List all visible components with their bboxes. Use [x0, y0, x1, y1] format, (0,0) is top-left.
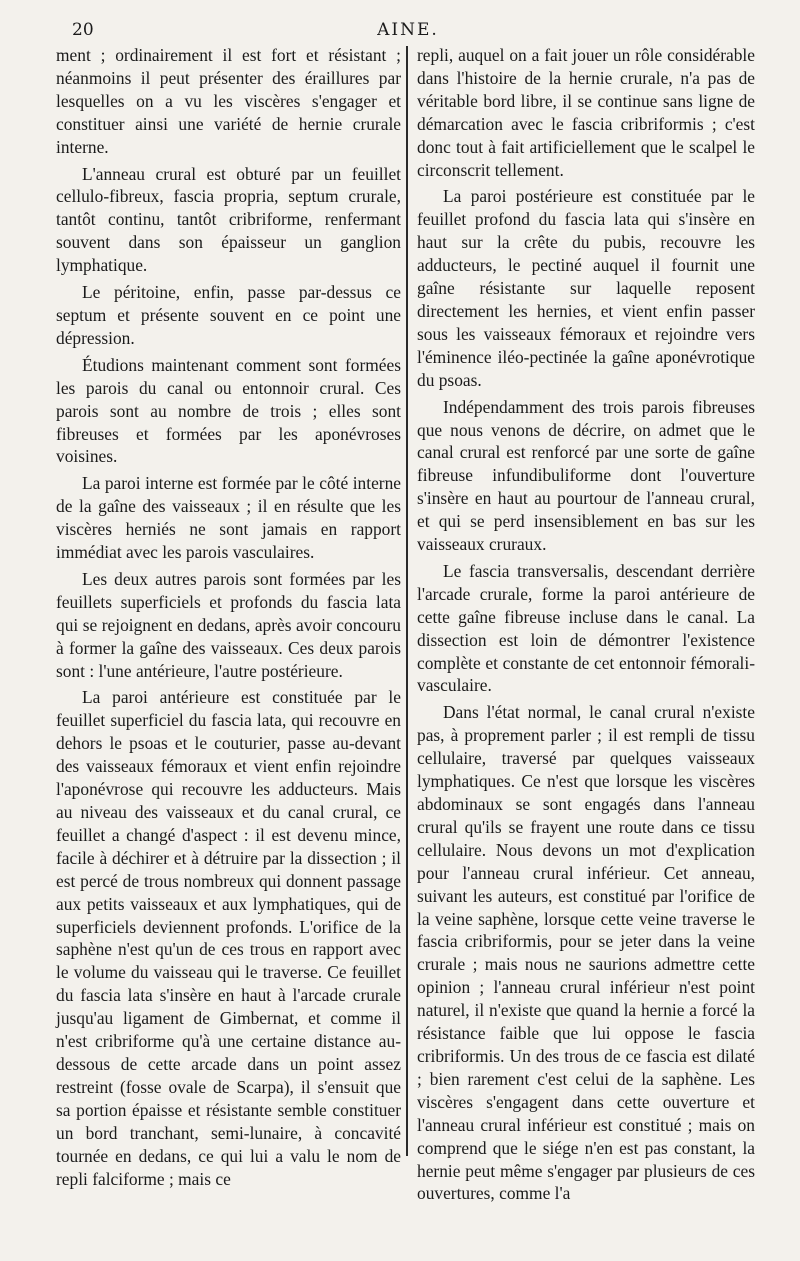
paragraph: La paroi postérieure est constituée par le feuillet profond du fascia lata qui s'insère en haut sur la crête du pubis, recouvre les adducteurs, le pectiné auquel il fournit une gaîne résistante sur laquelle reposent directement les hernies, et vient enfin passer sous les vaisseaux fémoraux et rejoindre vers l'éminence iléo-pectinée la gaîne aponévrotique du psoas. [417, 186, 755, 390]
paragraph: Dans l'état normal, le canal crural n'existe pas, à proprement parler ; il est rempli de tissu cellulaire, traversé par quelques vaisseaux lymphatiques. Ce n'est que lorsque les viscères abdominaux se sont engagés dans l'anneau crural qu'ils se frayent une route dans ce tissu cellulaire. Nous devons un mot d'explication pour l'anneau crural inférieur. Cet anneau, suivant les auteurs, est constitué par l'orifice de la veine saphène, lorsque cette veine traverse le fascia cribriformis, pour se jeter dans la veine crurale ; mais nous ne saurions admettre cette opinion ; l'anneau crural inférieur n'est point naturel, il n'existe que quand la hernie a forcé la résistance faible que lui oppose le fascia cribriformis. Un des trous de ce fascia est dilaté ; bien rarement c'est celui de la saphène. Les viscères s'engagent dans cette ouverture et l'anneau crural inférieur est constitué ; mais on comprend que le siége n'en est pas constant, la hernie peut même s'engager par plusieurs de ces ouvertures, comme l'a [417, 702, 755, 1204]
left-column [56, 44, 401, 1194]
paragraph: L'anneau crural est obturé par un feuillet cellulo-fibreux, fascia propria, septum crurale, tantôt continu, tantôt cribriforme, renfermant souvent dans son épaisseur un ganglion lymphatique. [56, 163, 401, 276]
running-title: AINE. [377, 20, 439, 40]
paragraph: Le péritoine, enfin, passe par-dessus ce septum et présente souvent en ce point une dépression. [56, 282, 401, 348]
paragraph: ment ; ordinairement il est fort et résistant ; néanmoins il peut présenter des éraillures par lesquelles on a vu les viscères s'engager et constituer ainsi une variété de hernie crurale interne. [56, 45, 401, 157]
paragraph: repli, auquel on a fait jouer un rôle considérable dans l'histoire de la hernie crurale, n'a pas de véritable bord libre, il se continue sans ligne de démarcation avec le fascia cribriformis ; c'est donc tout à fait artificiellement que le scalpel le circonscrit tellement. [417, 45, 755, 180]
paragraph: Le fascia transversalis, descendant derrière l'arcade crurale, forme la paroi antérieure de cette gaîne fibreuse incluse dans le canal. La dissection est loin de démontrer l'existence complète et constante de cet entonnoir fémorali-vasculaire. [417, 560, 755, 696]
paragraph: La paroi antérieure est constituée par le feuillet superficiel du fascia lata, qui recouvre en dehors le psoas et le couturier, passe au-devant des vaisseaux fémoraux et vient enfin rejoindre l'aponévrose qui recouvre les adducteurs. Mais au niveau des vaisseaux et du canal crural, ce feuillet a changé d'aspect : il est devenu mince, facile à déchirer et à détruire par la dissection ; il est percé de trous nombreux qui donnent passage aux petits vaisseaux et aux lymphatiques, qui de superficiels deviennent profonds. L'orifice de la saphène n'est qu'un de ces trous en rapport avec le volume du vaisseau qui le traverse. Ce feuillet du fascia lata s'insère en haut à l'arcade crurale jusqu'au ligament de Gimbernat, et comme il n'est cribriforme qu'à une certaine distance au-dessous de cette arcade dans un point assez restreint (fosse ovale de Scarpa), il s'ensuit que sa portion épaisse et résistante semble constituer un bord tranchant, semi-lunaire, à concavité tournée en dedans, ce qui lui a valu le nom de repli falciforme ; mais ce [56, 687, 401, 1189]
right-column [417, 44, 755, 1209]
paragraph: Étudions maintenant comment sont formées les parois du canal ou entonnoir crural. Ces parois sont au nombre de trois ; elles sont fibreuses et formées par les aponévroses voisines. [56, 354, 401, 467]
paragraph: Les deux autres parois sont formées par les feuillets superficiels et profonds du fascia lata qui se rejoignent en dedans, après avoir concouru à former la gaîne des vaisseaux. Ces deux parois sont : l'une antérieure, l'autre postérieure. [56, 568, 401, 681]
page-header [62, 20, 754, 46]
page-number: 20 [72, 20, 94, 40]
column-rule [406, 46, 408, 1156]
paragraph: Indépendamment des trois parois fibreuses que nous venons de décrire, on admet que le canal crural est renforcé par une sorte de gaîne fibreuse infundibuliforme dont l'ouverture s'insère en haut au pourtour de l'anneau crural, et qui se perd insensiblement en bas sur les vaisseaux cruraux. [417, 396, 755, 555]
paragraph: La paroi interne est formée par le côté interne de la gaîne des vaisseaux ; il en résulte que les viscères herniés ne sont jamais en rapport immédiat avec les parois vasculaires. [56, 473, 401, 563]
